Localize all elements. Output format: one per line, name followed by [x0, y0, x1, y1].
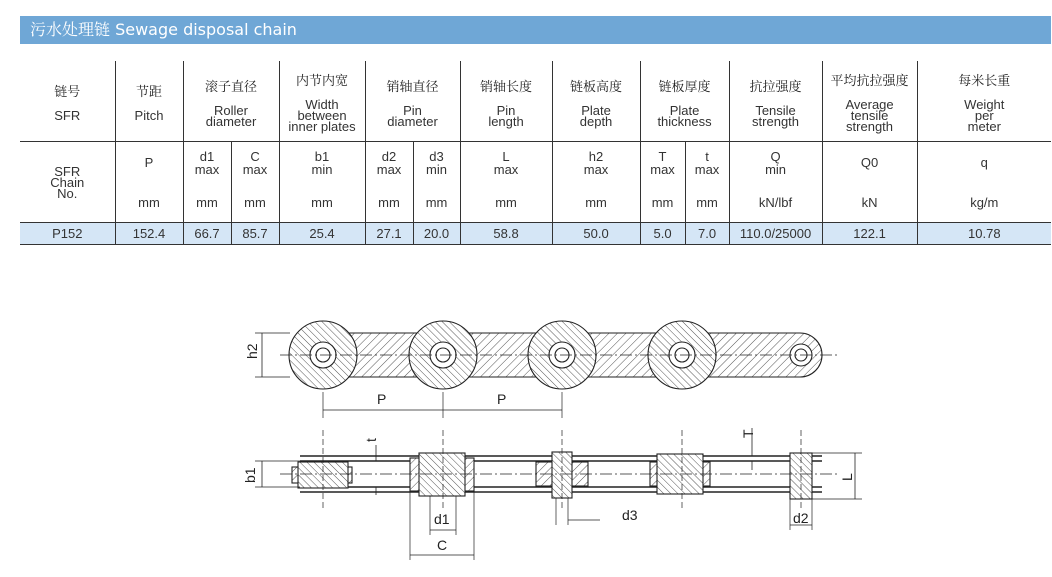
unit-cell: mm — [115, 183, 183, 223]
pitch-label: P — [377, 391, 387, 407]
T-label: T — [740, 429, 756, 438]
chain-side-view — [255, 321, 838, 418]
chain-no-cell: SFR Chain No. — [20, 142, 115, 223]
data-cell: 5.0 — [640, 223, 685, 245]
unit-cell: mm — [640, 183, 685, 223]
symbol-cell: d3 min — [413, 142, 460, 184]
symbol-cell: q — [917, 142, 1051, 184]
pitch-label: P — [497, 391, 507, 407]
header-cell: 平均抗拉强度 Average tensile strength — [822, 61, 917, 142]
data-cell: 110.0/25000 — [729, 223, 822, 245]
unit-cell: mm — [413, 183, 460, 223]
d1-label: d1 — [434, 511, 450, 527]
header-cell: 销轴直径 Pin diameter — [365, 61, 460, 142]
symbol-cell: T max — [640, 142, 685, 184]
data-cell: 85.7 — [231, 223, 279, 245]
data-cell: 7.0 — [685, 223, 729, 245]
header-cell: 节距 Pitch — [115, 61, 183, 142]
h2-label: h2 — [244, 343, 260, 359]
header-cell: 销轴长度 Pin length — [460, 61, 552, 142]
t-label: t — [363, 438, 379, 442]
unit-cell: mm — [365, 183, 413, 223]
data-cell: 50.0 — [552, 223, 640, 245]
data-cell: 66.7 — [183, 223, 231, 245]
data-cell: 27.1 — [365, 223, 413, 245]
d2-label: d2 — [793, 510, 809, 526]
unit-cell: mm — [460, 183, 552, 223]
symbol-cell: b1 min — [279, 142, 365, 184]
unit-cell: mm — [231, 183, 279, 223]
symbol-cell: h2 max — [552, 142, 640, 184]
d3-label: d3 — [622, 507, 638, 523]
data-cell: 20.0 — [413, 223, 460, 245]
symbol-cell: d1 max — [183, 142, 231, 184]
C-label: C — [437, 537, 448, 553]
page-title: 污水处理链 Sewage disposal chain — [30, 20, 297, 39]
header-cell: 抗拉强度 Tensile strength — [729, 61, 822, 142]
symbol-cell: C max — [231, 142, 279, 184]
header-cell: 链号 SFR — [54, 85, 81, 123]
unit-cell: mm — [279, 183, 365, 223]
data-cell: 58.8 — [460, 223, 552, 245]
header-cell: 链板高度 Plate depth — [552, 61, 640, 142]
symbol-cell: P — [115, 142, 183, 184]
data-cell: 122.1 — [822, 223, 917, 245]
symbol-cell: Q0 — [822, 142, 917, 184]
header-cell: 每米长重 Weight per meter — [917, 61, 1051, 142]
header-cell: 滚子直径 Roller diameter — [183, 61, 279, 142]
symbol-cell: L max — [460, 142, 552, 184]
unit-cell: mm — [183, 183, 231, 223]
symbol-cell: d2 max — [365, 142, 413, 184]
unit-cell: kg/m — [917, 183, 1051, 223]
data-cell: 25.4 — [279, 223, 365, 245]
header-cell: 内节内宽 Width between inner plates — [279, 61, 365, 142]
chain-top-view — [255, 428, 862, 560]
unit-cell: mm — [685, 183, 729, 223]
header-cell: 链板厚度 Plate thickness — [640, 61, 729, 142]
unit-cell: kN — [822, 183, 917, 223]
data-cell: 10.78 — [917, 223, 1051, 245]
unit-cell: kN/lbf — [729, 183, 822, 223]
symbol-cell: Q min — [729, 142, 822, 184]
symbol-cell: t max — [685, 142, 729, 184]
L-label: L — [839, 473, 855, 481]
b1-label: b1 — [242, 467, 258, 483]
unit-cell: mm — [552, 183, 640, 223]
data-cell: 152.4 — [115, 223, 183, 245]
data-cell: P152 — [20, 223, 115, 245]
